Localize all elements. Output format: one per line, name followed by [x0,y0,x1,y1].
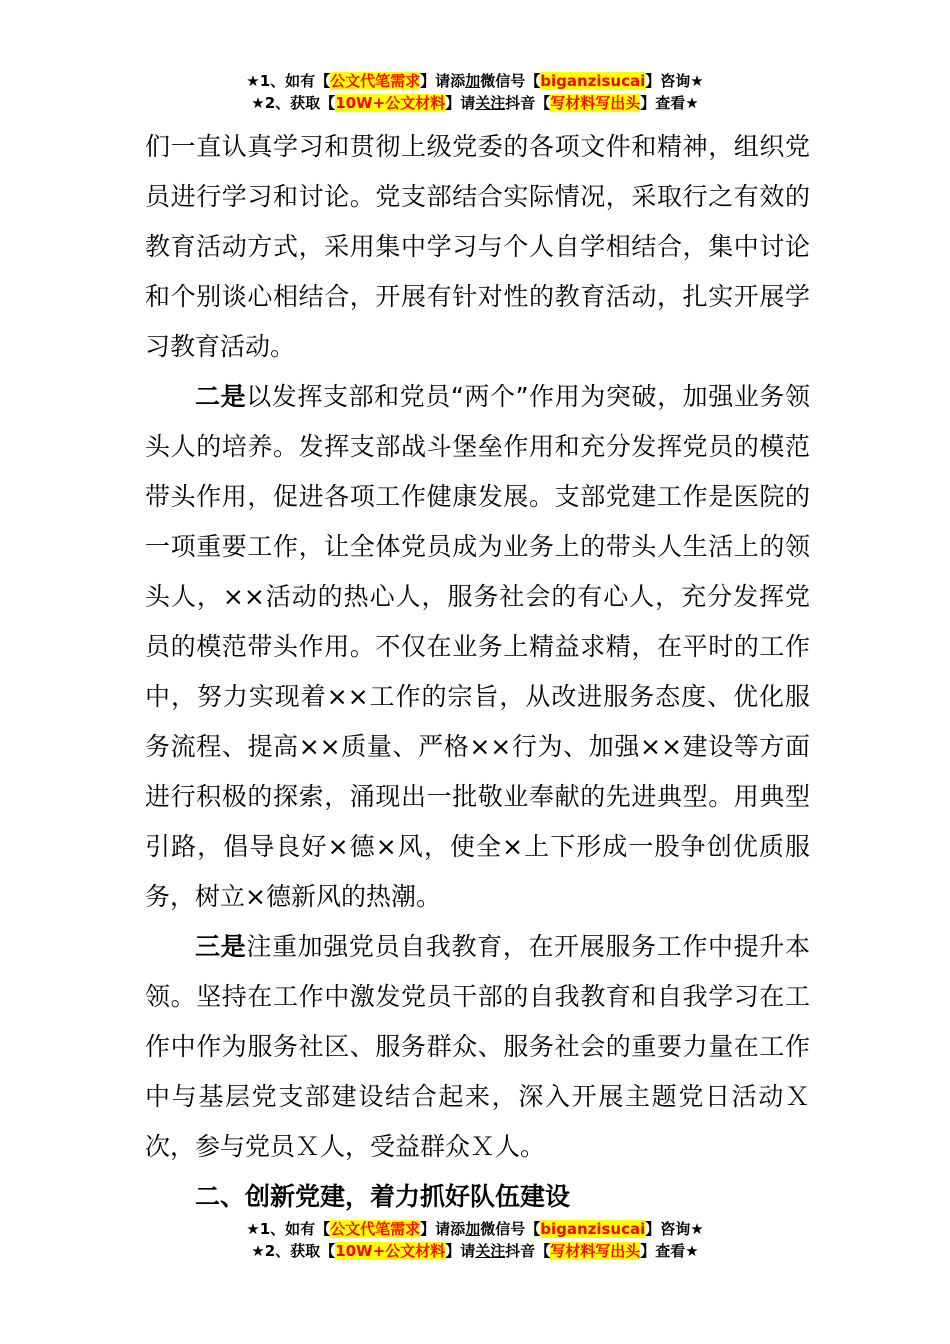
paragraph-1: 们一直认真学习和贯彻上级党委的各项文件和精神，组织党员进行学习和讨论。党支部结合实际情况，采取行之有效的教育活动方式，采用集中学习与个人自学相结合，集中讨论和个别谈心相结合，开展有针对性的教育活动，扎实开展学习教育活动。 [145,132,810,361]
banner-text: ★2、获取【 [251,94,336,112]
banner-underlined: 加 [465,1220,481,1238]
paragraph-3-lead: 三是 [195,932,247,961]
banner-highlight: 10W+公文材料 [335,1242,446,1260]
banner-text: 】咨询★ [645,72,704,90]
banner-text: 】请添 [420,1220,466,1238]
top-banner [0,70,950,114]
banner-text: 】请 [445,1242,476,1260]
section-heading: 二、创新党建，着力抓好队伍建设 [195,1182,571,1211]
banner-text: ★1、如有【 [246,72,331,90]
banner-highlight: 公文代笔需求 [330,1220,421,1238]
banner-line-1 [0,70,950,92]
paragraph-3-text: 注重加强党员自我教育，在开展服务工作中提升本领。坚持在工作中激发党员干部的自我教育和自我学习在工作中作为服务社区、服务群众、服务社会的重要力量在工作中与基层党支部建设结合起来，深入开展主题党日活动Ｘ次，参与党员Ｘ人，受益群众Ｘ人。 [145,932,810,1161]
paragraph-2-text: 以发挥支部和党员“两个”作用为突破，加强业务领头人的培养。发挥支部战斗堡垒作用和充分发挥党员的模范带头作用，促进各项工作健康发展。支部党建工作是医院的一项重要工作，让全体党员成为业务上的带头人生活上的领头人，××活动的热心人，服务社会的有心人，充分发挥党员的模范带头作用。不仅在业务上精益求精，在平时的工作中，努力实现着××工作的宗旨，从改进服务态度、优化服务流程、提高××质量、严格××行为、加强××建设等方面进行积极的探索，涌现出一批敬业奉献的先进典型。用典型引路，倡导良好×德×风，使全×上下形成一股争创优质服务，树立×德新风的热潮。 [145,382,810,911]
banner-text: 】请 [445,94,476,112]
paragraph-2-lead: 二是 [195,382,247,411]
banner-highlight: 写材料写出头 [550,1242,641,1260]
banner-text: ★2、获取【 [251,1242,336,1260]
banner-text: 】咨询★ [645,1220,704,1238]
banner-line-2 [0,92,950,114]
banner-underlined: 关注 [475,1242,506,1260]
banner-line-1 [0,1218,950,1240]
banner-line-2 [0,1240,950,1262]
document-body [145,122,810,1222]
banner-text: 】查看★ [640,94,699,112]
banner-highlight: 10W+公文材料 [335,94,446,112]
paragraph-3 [145,922,810,1172]
banner-text: 抖音【 [505,94,551,112]
banner-text: 微信号【 [480,1220,541,1238]
banner-highlight: biganzisucai [540,72,646,90]
banner-highlight: biganzisucai [540,1220,646,1238]
banner-underlined: 关注 [475,94,506,112]
banner-text: 】查看★ [640,1242,699,1260]
paragraph-2 [145,372,810,922]
banner-text: 】请添 [420,72,466,90]
bottom-banner [0,1218,950,1262]
banner-underlined: 加 [465,72,481,90]
banner-text: ★1、如有【 [246,1220,331,1238]
banner-text: 抖音【 [505,1242,551,1260]
banner-highlight: 公文代笔需求 [330,72,421,90]
banner-text: 微信号【 [480,72,541,90]
banner-highlight: 写材料写出头 [550,94,641,112]
